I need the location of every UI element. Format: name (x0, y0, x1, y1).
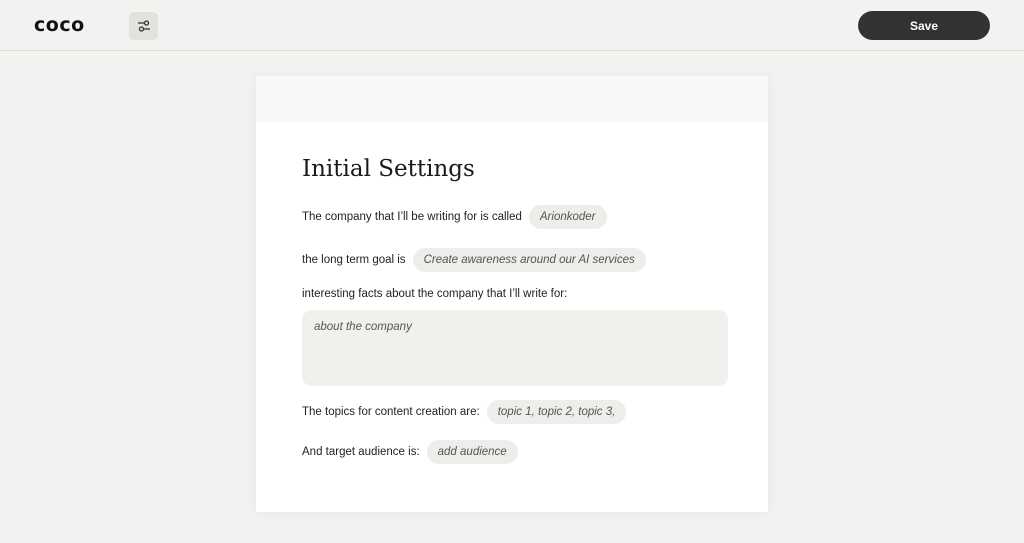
goal-label: the long term goal is (302, 254, 406, 266)
audience-input[interactable]: add audience (427, 440, 518, 464)
app-logo[interactable]: coco (34, 14, 85, 36)
audience-label: And target audience is: (302, 446, 420, 458)
audience-row (302, 440, 518, 464)
settings-card (256, 76, 768, 512)
topics-row (302, 400, 626, 424)
sliders-icon (137, 19, 151, 33)
topics-input[interactable]: topic 1, topic 2, topic 3, (487, 400, 627, 424)
company-label: The company that I’ll be writing for is called (302, 211, 522, 223)
top-bar (0, 0, 1024, 51)
card-header (256, 76, 768, 122)
page-title: Initial Settings (302, 156, 475, 182)
facts-textarea[interactable]: about the company (302, 310, 728, 386)
save-button[interactable]: Save (858, 11, 990, 40)
company-input[interactable]: Arionkoder (529, 205, 607, 229)
settings-toggle-button[interactable] (129, 12, 158, 40)
goal-input[interactable]: Create awareness around our AI services (413, 248, 646, 272)
company-row (302, 205, 607, 229)
facts-label: interesting facts about the company that I’ll write for: (302, 288, 568, 300)
topics-label: The topics for content creation are: (302, 406, 480, 418)
goal-row (302, 248, 646, 272)
